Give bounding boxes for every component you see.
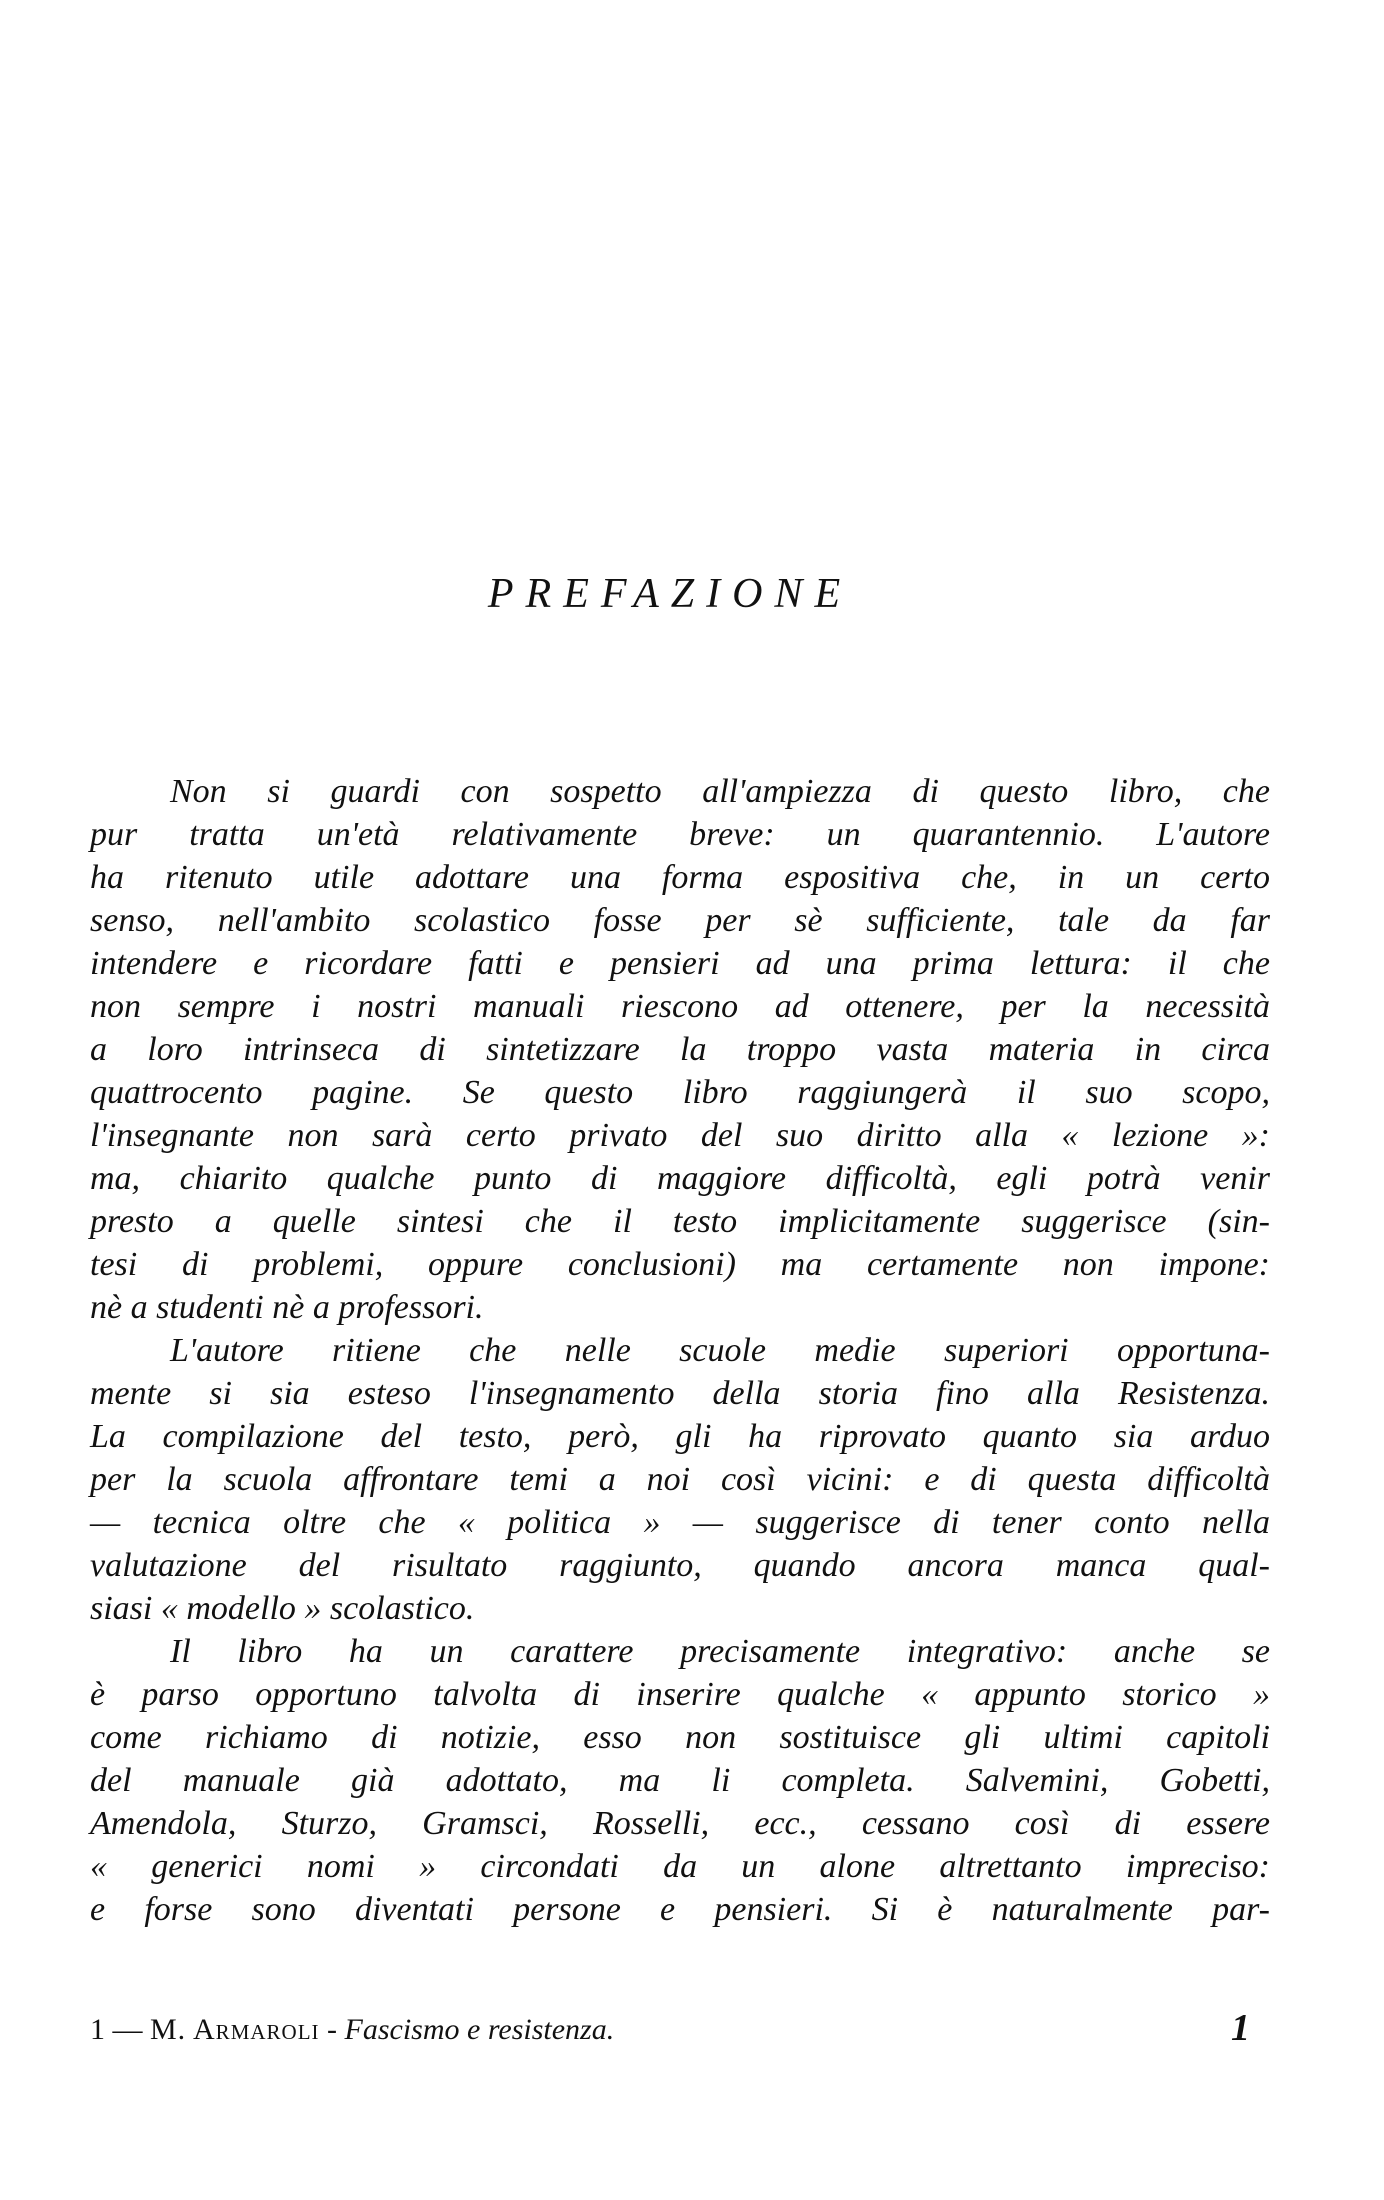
- text-line: Amendola, Sturzo, Gramsci, Rosselli, ecc., cessano così di essere: [90, 1805, 1270, 1842]
- text-line: del manuale già adottato, ma li completa. Salvemini, Gobetti,: [90, 1762, 1270, 1799]
- text-line: Il libro ha un carattere precisamente integrativo: anche se: [170, 1633, 1270, 1670]
- text-line: valutazione del risultato raggiunto, quando ancora manca qual-: [90, 1547, 1270, 1584]
- text-line: pur tratta un'età relativamente breve: un quarantennio. L'autore: [90, 816, 1270, 853]
- text-line: per la scuola affrontare temi a noi così vicini: e di questa difficoltà: [90, 1461, 1270, 1498]
- text-line: l'insegnante non sarà certo privato del suo diritto alla « lezione »:: [90, 1117, 1270, 1154]
- text-line: senso, nell'ambito scolastico fosse per sè sufficiente, tale da far: [90, 902, 1270, 939]
- text-line: ha ritenuto utile adottare una forma espositiva che, in un certo: [90, 859, 1270, 896]
- text-line: intendere e ricordare fatti e pensieri ad una prima lettura: il che: [90, 945, 1270, 982]
- preface-body: [90, 770, 1270, 1931]
- text-line: quattrocento pagine. Se questo libro raggiungerà il suo scopo,: [90, 1074, 1270, 1111]
- signature-line: [90, 2010, 614, 2050]
- sheet-number: 1 —: [90, 2013, 143, 2046]
- text-line: mente si sia esteso l'insegnamento della storia fino alla Resistenza.: [90, 1375, 1270, 1412]
- text-line: La compilazione del testo, però, gli ha riprovato quanto sia arduo: [90, 1418, 1270, 1455]
- footer-separator: -: [327, 2013, 338, 2046]
- page-number: 1: [1231, 2007, 1250, 2049]
- footer-work-title: Fascismo e resistenza.: [344, 2013, 615, 2046]
- text-line: presto a quelle sintesi che il testo implicitamente suggerisce (sin-: [90, 1203, 1270, 1240]
- text-line: nè a studenti nè a professori.: [90, 1289, 484, 1326]
- text-line: come richiamo di notizie, esso non sostituisce gli ultimi capitoli: [90, 1719, 1270, 1756]
- text-line: Non si guardi con sospetto all'ampiezza di questo libro, che: [170, 773, 1270, 810]
- footer-author: M. Armaroli: [150, 2013, 320, 2046]
- text-line: a loro intrinseca di sintetizzare la troppo vasta materia in circa: [90, 1031, 1270, 1068]
- text-line: non sempre i nostri manuali riescono ad ottenere, per la necessità: [90, 988, 1270, 1025]
- text-line: e forse sono diventati persone e pensieri. Si è naturalmente par-: [90, 1891, 1270, 1928]
- text-line: è parso opportuno talvolta di inserire qualche « appunto storico »: [90, 1676, 1270, 1713]
- text-line: « generici nomi » circondati da un alone altrettanto impreciso:: [90, 1848, 1270, 1885]
- text-line: L'autore ritiene che nelle scuole medie superiori opportuna-: [170, 1332, 1270, 1369]
- page-title: PREFAZIONE: [487, 571, 853, 617]
- page-footer: [90, 2007, 1270, 2050]
- text-line: siasi « modello » scolastico.: [90, 1590, 475, 1627]
- text-line: tesi di problemi, oppure conclusioni) ma certamente non impone:: [90, 1246, 1270, 1283]
- text-line: — tecnica oltre che « politica » — suggerisce di tener conto nella: [90, 1504, 1270, 1541]
- text-line: ma, chiarito qualche punto di maggiore difficoltà, egli potrà venir: [90, 1160, 1270, 1197]
